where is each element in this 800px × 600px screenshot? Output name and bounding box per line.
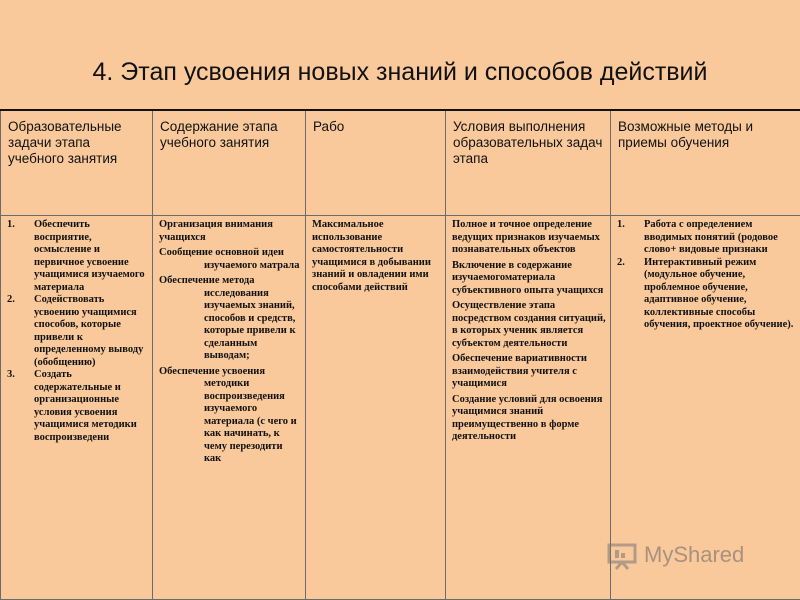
item-text: Обеспечить восприятие, осмысление и первичное усвоение учащимися изучаемого материала	[34, 219, 145, 293]
content-item: Обеспечение усвоения методики воспроизведения изучаемого материала (с чего и как начинать, к чему перезодити как	[159, 365, 297, 464]
lesson-stage-table	[0, 109, 800, 600]
tasks-cell	[1, 216, 153, 600]
list-item	[7, 369, 148, 444]
table-header-row	[1, 110, 800, 216]
item-number: 1.	[7, 219, 15, 230]
header-cell: Содержание этапа учебного занятия	[153, 110, 306, 216]
header-cell: Образовательные задачи этапа учебного занятия	[1, 110, 153, 216]
item-text: Интерактивный режим (модульное обучение, проблемное обучение, адаптивное обучение, коллективные способы обучения, проектное обучение).	[644, 256, 794, 330]
condition-item: Создание условий для освоения учащимися знаний преимущественно в форме деятельности	[452, 393, 603, 442]
item-text: Работа с определением вводимых понятий (родовое слово+ видовые признаки	[644, 219, 778, 255]
conditions-cell	[446, 216, 611, 600]
presentation-icon	[606, 540, 638, 570]
page-title: 4. Этап усвоения новых знаний и способов действий	[92, 58, 708, 86]
list-item	[7, 219, 148, 294]
content-item: Организация внимания учащихся	[159, 219, 273, 243]
condition-item: Обеспечение вариативности взаимодействия учителя с учащимися	[452, 353, 587, 389]
header-cell: Возможные методы и приемы обучения	[611, 110, 800, 216]
content-item: Обеспечение метода исследования изучаемых знаний, способов и средств, которые привели к сделанным выводам;	[159, 275, 296, 361]
item-number: 2.	[617, 256, 625, 268]
content-cell	[153, 216, 306, 600]
header-cell: Рабо	[306, 110, 446, 216]
header-cell: Условия выполнения образовательных задач этапа	[446, 110, 611, 216]
item-text: Создать содержательные и организационные условия усвоения учащимися методики воспроизведени	[34, 369, 137, 443]
watermark-logo	[606, 538, 766, 572]
item-number: 2.	[7, 294, 15, 305]
watermark-text: MyShared	[644, 542, 745, 567]
item-text: Содействовать усвоению учащимися способов, которые привели к определенному выводу (обобщению)	[34, 294, 144, 368]
condition-item: Полное и точное определение ведущих признаков изучаемых познавательных объектов	[452, 219, 600, 255]
list-item	[617, 257, 796, 332]
item-number: 3.	[7, 369, 15, 380]
content-item: Сообщение основной идеи изучаемого матрала	[159, 247, 300, 271]
item-number: 1.	[617, 219, 625, 230]
list-item	[617, 219, 796, 257]
work-text: Максимальное использование самостоятельности учащимися в добывании знаний и овладении ими способами действий	[312, 219, 431, 293]
condition-item: Включение в содержание изучаемогоматериала субъективного опыта учащихся	[452, 259, 604, 296]
condition-item: Осуществление этапа посредством создания ситуаций, в которых ученик является субъектом деятельности	[452, 300, 606, 349]
list-item	[7, 294, 148, 369]
work-cell	[306, 216, 446, 600]
